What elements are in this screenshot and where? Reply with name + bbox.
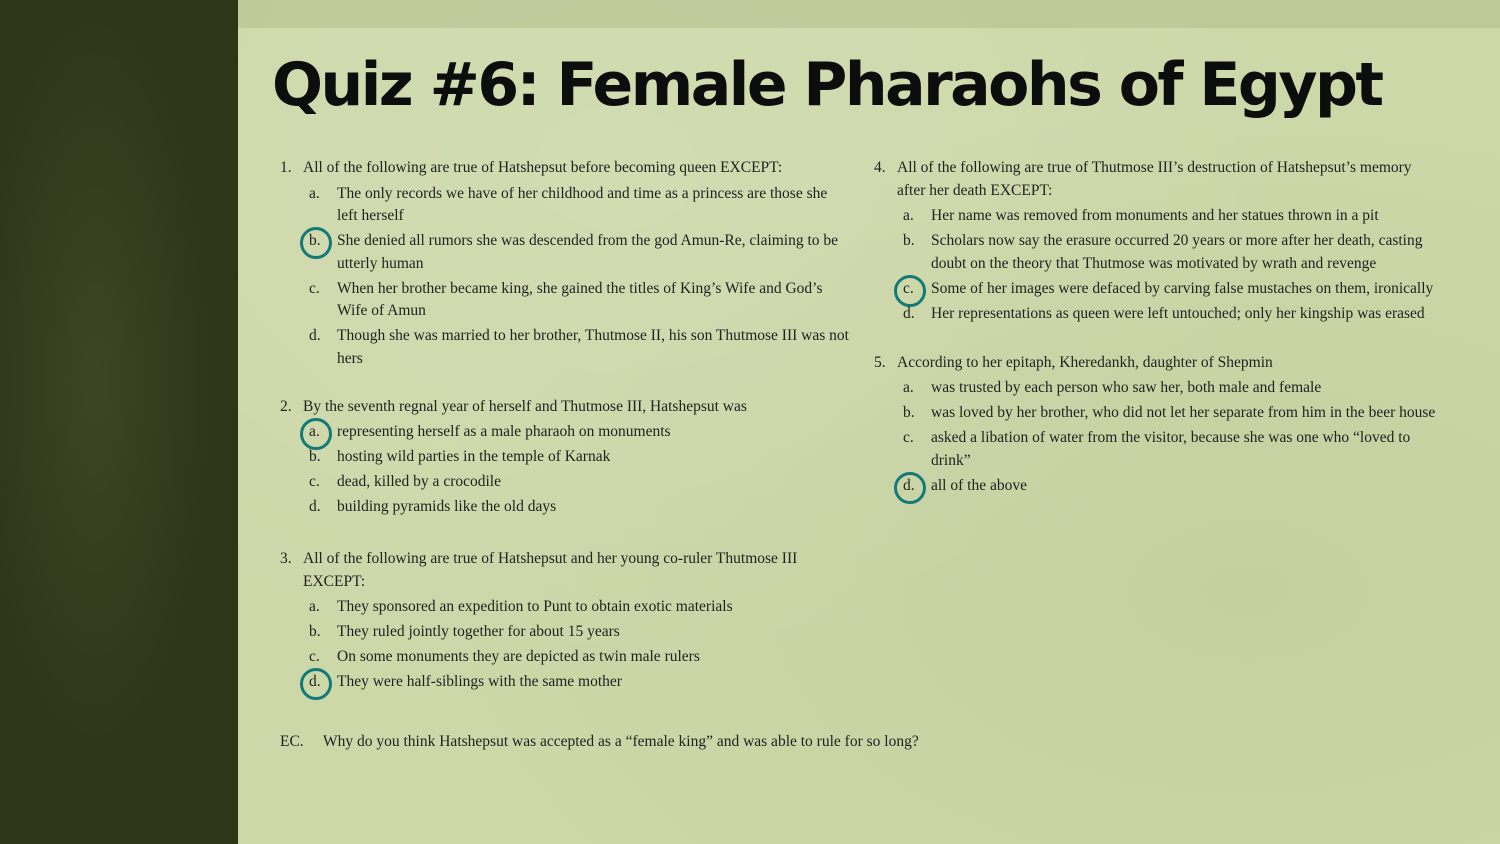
option-text: representing herself as a male pharaoh on monuments — [337, 423, 671, 440]
question-3 — [280, 548, 850, 593]
option-1a — [280, 183, 850, 228]
option-5c — [874, 427, 1439, 472]
option-letter: d. — [903, 304, 915, 322]
extra-credit-text: Why do you think Hatshepsut was accepted as a “female king” and was able to rule for so long? — [323, 733, 919, 750]
question-text: All of the following are true of Hatshepsut before becoming queen EXCEPT: — [303, 159, 783, 176]
option-letter: a. — [309, 598, 320, 615]
option-letter: c. — [309, 279, 320, 297]
question-1 — [280, 157, 850, 180]
option-text: Her name was removed from monuments and her statues thrown in a pit — [931, 207, 1379, 224]
option-3a — [280, 596, 850, 619]
question-3-options — [280, 596, 850, 694]
option-letter: d. — [903, 475, 915, 498]
option-text: They sponsored an expedition to Punt to obtain exotic materials — [337, 598, 733, 615]
option-text: dead, killed by a crocodile — [337, 473, 501, 490]
question-number: 2. — [280, 397, 292, 415]
decorative-top-band — [238, 0, 1500, 28]
extra-credit-label: EC. — [280, 733, 304, 750]
option-5d-circled-answer — [874, 475, 1439, 498]
option-text: was loved by her brother, who did not let her separate from him in the beer house — [931, 404, 1436, 421]
question-1-options — [280, 183, 850, 371]
option-text: asked a libation of water from the visitor, because she was one who “loved to drink” — [931, 429, 1411, 469]
option-text: She denied all rumors she was descended from the god Amun-Re, claiming to be utterly human — [337, 232, 839, 272]
option-2d — [280, 496, 850, 519]
option-3d-circled-answer — [280, 671, 850, 694]
question-number: 3. — [280, 550, 292, 567]
left-column — [280, 157, 850, 696]
option-3c — [280, 646, 850, 669]
option-1b-circled-answer — [280, 230, 850, 275]
option-letter: d. — [309, 498, 321, 515]
option-2c — [280, 471, 850, 494]
option-text: all of the above — [931, 476, 1027, 494]
option-letter: a. — [309, 421, 320, 444]
option-letter: b. — [309, 230, 321, 253]
dark-sidebar-panel — [0, 0, 238, 844]
option-text: The only records we have of her childhood and time as a princess are those she left herself — [337, 184, 828, 224]
question-5 — [874, 352, 1439, 375]
option-letter: d. — [309, 327, 321, 344]
option-text: hosting wild parties in the temple of Karnak — [337, 448, 611, 465]
option-text: Her representations as queen were left untouched; only her kingship was erased — [931, 304, 1425, 322]
option-letter: b. — [903, 232, 915, 249]
option-letter: a. — [903, 207, 914, 224]
question-text: By the seventh regnal year of herself and Thutmose III, Hatshepsut was — [303, 397, 747, 415]
option-1d — [280, 325, 850, 370]
option-text: building pyramids like the old days — [337, 498, 557, 515]
question-number: 5. — [874, 353, 886, 371]
option-4d — [874, 303, 1439, 326]
question-number: 1. — [280, 159, 292, 176]
option-1c — [280, 278, 850, 323]
right-column — [874, 157, 1439, 500]
option-4a — [874, 205, 1439, 228]
option-letter: b. — [903, 404, 915, 421]
option-3b — [280, 621, 850, 644]
option-4b — [874, 230, 1439, 275]
option-5b — [874, 402, 1439, 425]
option-text: When her brother became king, she gained the titles of King’s Wife and God’s Wife of Amun — [337, 279, 823, 319]
option-2b — [280, 446, 850, 469]
option-letter: d. — [309, 671, 321, 694]
slide-title: Quiz #6: Female Pharaohs of Egypt — [272, 50, 1382, 120]
option-letter: b. — [309, 448, 321, 465]
question-2 — [280, 396, 850, 419]
option-text: They ruled jointly together for about 15 years — [337, 623, 620, 640]
option-letter: c. — [903, 278, 914, 301]
option-text: Some of her images were defaced by carving false mustaches on them, ironically — [931, 279, 1434, 297]
option-2a-circled-answer — [280, 421, 850, 444]
option-letter: c. — [309, 473, 320, 490]
option-letter: c. — [903, 429, 914, 446]
question-text: According to her epitaph, Kheredankh, daughter of Shepmin — [897, 353, 1273, 371]
extra-credit-question — [280, 731, 919, 753]
option-text: Scholars now say the erasure occurred 20 years or more after her death, casting doubt on the theory that Thutmose was motivated by wrath and revenge — [931, 232, 1423, 272]
question-4 — [874, 157, 1439, 202]
question-text: All of the following are true of Hatshepsut and her young co-ruler Thutmose III EXCEPT: — [303, 550, 798, 590]
option-5a — [874, 377, 1439, 400]
question-2-options — [280, 421, 850, 519]
question-5-options — [874, 377, 1439, 497]
option-letter: c. — [309, 648, 320, 665]
option-text: Though she was married to her brother, Thutmose II, his son Thutmose III was not hers — [337, 327, 849, 367]
option-letter: a. — [309, 184, 320, 202]
option-text: was trusted by each person who saw her, both male and female — [931, 379, 1322, 396]
question-4-options — [874, 205, 1439, 325]
option-text: On some monuments they are depicted as twin male rulers — [337, 648, 700, 665]
question-number: 4. — [874, 159, 886, 176]
question-text: All of the following are true of Thutmose III’s destruction of Hatshepsut’s memory after her death EXCEPT: — [897, 159, 1412, 199]
option-letter: b. — [309, 623, 321, 640]
option-letter: a. — [903, 379, 914, 396]
option-text: They were half-siblings with the same mother — [337, 673, 622, 690]
option-4c-circled-answer — [874, 278, 1439, 301]
